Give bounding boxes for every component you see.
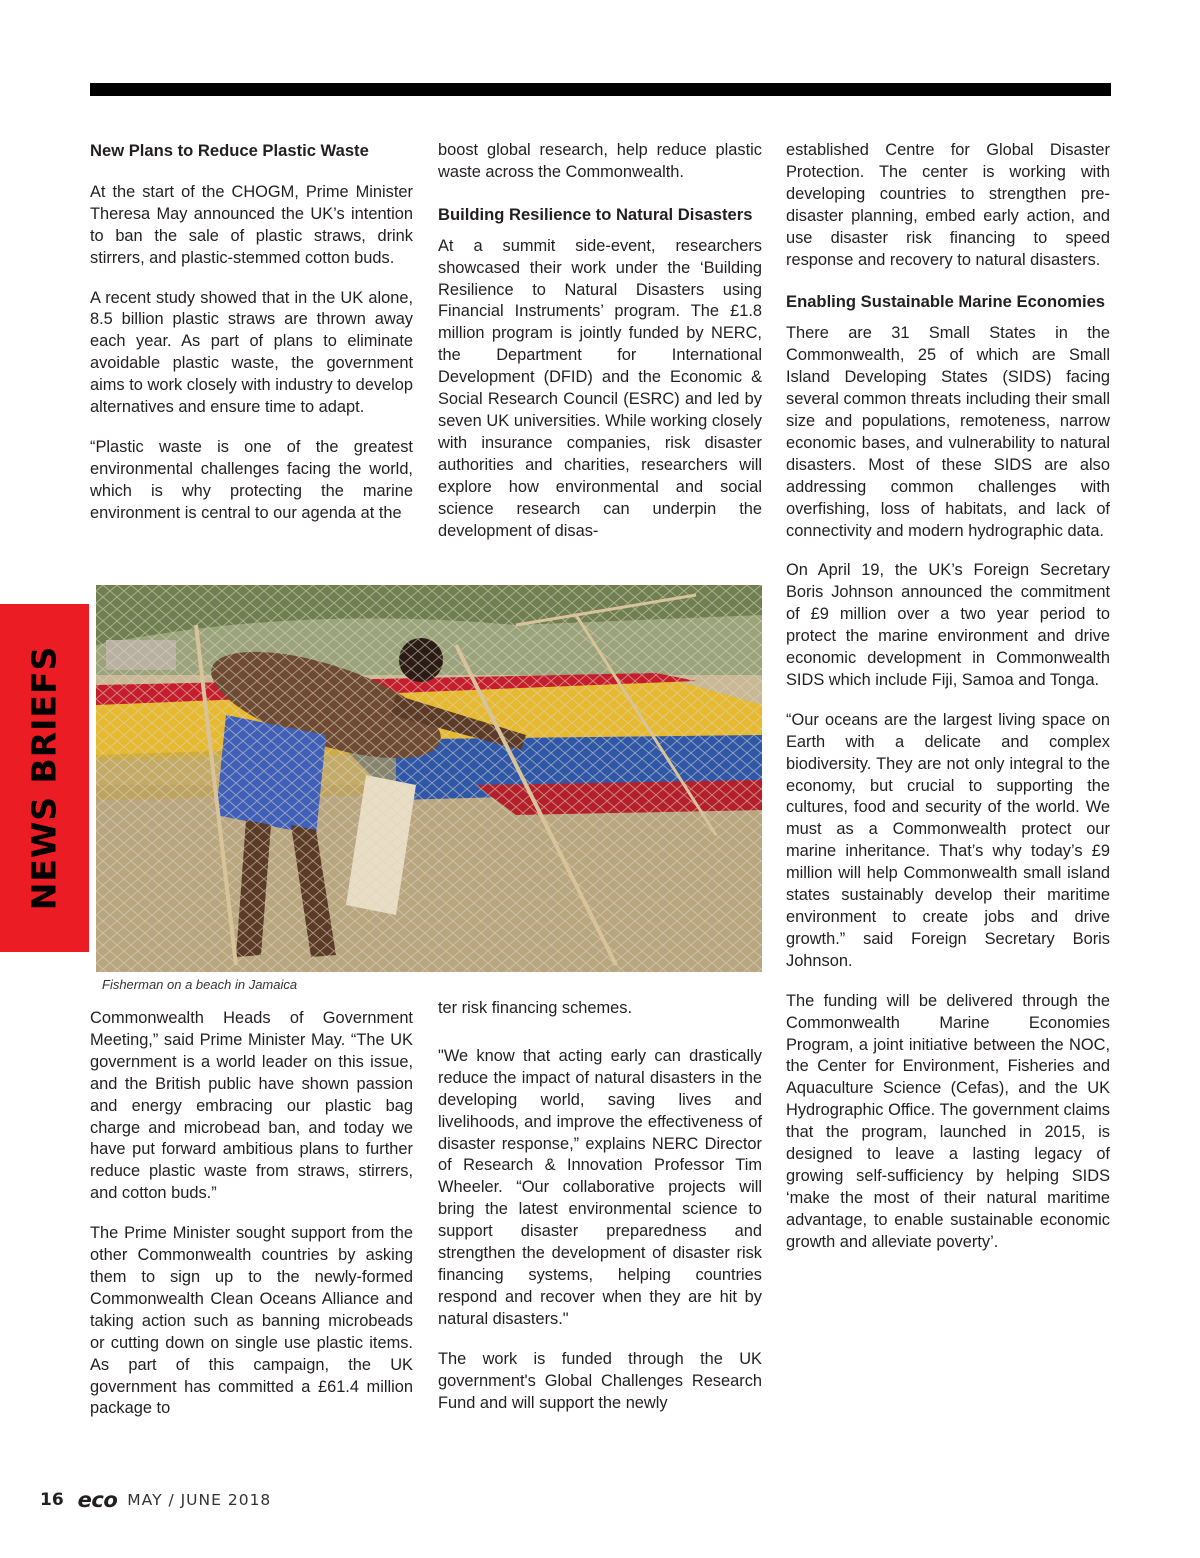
section-tab-label: NEWS BRIEFS xyxy=(24,645,64,911)
column-1-top xyxy=(90,140,413,543)
section-tab xyxy=(0,604,89,952)
column-2-bottom xyxy=(438,998,762,1432)
column-3 xyxy=(786,140,1110,1272)
page-number: 16 xyxy=(40,1490,64,1510)
column-2-top xyxy=(438,140,762,560)
paragraph: There are 31 Small States in the Commonwealth, 25 of which are Small Island Developing States (SIDS) facing several common threats including their small size and populations, remoteness, narrow economic bases, and vulnerability to natural disasters. Most of these SIDS are also addressing common challenges with overfishing, loss of habitats, and lack of connectivity and modern hydrographic data. xyxy=(786,324,1110,540)
paragraph: boost global research, help reduce plastic waste across the Commonwealth. xyxy=(438,141,762,181)
fisherman-photo-illustration xyxy=(96,585,762,972)
issue-date: MAY / JUNE 2018 xyxy=(127,1491,272,1509)
column-1-bottom xyxy=(90,1008,413,1438)
paragraph: Commonwealth Heads of Government Meeting,” said Prime Minister May. “The UK government is a world leader on this issue, and the British public have shown passion and energy embracing our plastic bag charge and microbead ban, and today we have put forward ambitious plans to further reduce plastic waste from straws, stirrers, and cotton buds.” xyxy=(90,1009,413,1203)
fisherman-photo xyxy=(96,585,762,972)
paragraph: established Centre for Global Disaster Protection. The center is working with developing countries to strengthen pre-disaster planning, embed early action, and use disaster risk financing to speed response and recovery to natural disasters. xyxy=(786,141,1110,269)
paragraph: At the start of the CHOGM, Prime Minister Theresa May announced the UK’s intention to ban the sale of plastic straws, drink stirrers, and plastic-stemmed cotton buds. xyxy=(90,182,413,267)
photo-caption: Fisherman on a beach in Jamaica xyxy=(102,977,298,992)
top-rule xyxy=(90,83,1111,96)
paragraph: The funding will be delivered through the Commonwealth Marine Economies Program, a joint initiative between the NOC, the Center for Environment, Fisheries and Aquaculture Science (Cefas), and the UK Hydrographic Office. The government claims that the program, launched in 2015, is designed to leave a lasting legacy of growing self-sufficiency by helping SIDS ‘make the most of their natural maritime advantage, to enable sustainable economic growth and alleviate poverty’. xyxy=(786,991,1110,1251)
paragraph: “Our oceans are the largest living space on Earth with a delicate and complex biodiversity. They are not only integral to the economy, but crucial to supporting the cultures, food and security of the world. We must as a Commonwealth protect our marine inheritance. That’s why today’s £9 million will help Commonwealth small island states sustainably develop their maritime environment to create jobs and drive growth.” said Foreign Secretary Boris Johnson. xyxy=(786,710,1110,970)
paragraph: On April 19, the UK’s Foreign Secretary Boris Johnson announced the commitment of £9 million over a two year period to protect the marine environment and drive economic development in Commonwealth SIDS which include Fiji, Samoa and Tonga. xyxy=(786,561,1110,689)
article-heading-resilience: Building Resilience to Natural Disasters xyxy=(438,204,753,224)
article-heading-marine: Enabling Sustainable Marine Economies xyxy=(786,292,1106,312)
paragraph: The Prime Minister sought support from the other Commonwealth countries by asking them to sign up to the newly-formed Commonwealth Clean Oceans Alliance and taking action such as banning microbeads or cutting down on single use plastic items. As part of this campaign, the UK government has committed a £61.4 million package to xyxy=(90,1224,413,1418)
paragraph: ter risk financing schemes. xyxy=(438,999,633,1017)
paragraph: At a summit side-event, researchers showcased their work under the ‘Building Resilience to Natural Disasters using Financial Instruments’ program. The £1.8 million program is jointly funded by NERC, the Department for International Development (DFID) and the Economic & Social Research Council (ESRC) and led by seven UK universities. While working closely with insurance companies, risk disaster authorities and charities, researchers will explore how environmental and social science research can underpin the development of disas- xyxy=(438,236,762,540)
paragraph: The work is funded through the UK government's Global Challenges Research Fund and will support the newly xyxy=(438,1349,762,1412)
page-footer xyxy=(40,1488,271,1512)
paragraph: "We know that acting early can drastically reduce the impact of natural disasters in the developing world, saving lives and livelihoods, and improve the effectiveness of disaster response,” explains NERC Director of Research & Innovation Professor Tim Wheeler. “Our collaborative projects will bring the latest environmental science to support disaster preparedness and strengthen the development of disaster risk financing systems, helping countries respond and recover when they are hit by natural disasters." xyxy=(438,1046,762,1328)
article-heading-plastic: New Plans to Reduce Plastic Waste xyxy=(90,141,369,160)
paragraph: “Plastic waste is one of the greatest environmental challenges facing the world, which is why protecting the marine environment is central to our agenda at the xyxy=(90,437,413,522)
paragraph: A recent study showed that in the UK alone, 8.5 billion plastic straws are thrown away each year. As part of plans to eliminate avoidable plastic waste, the government aims to work closely with industry to develop alternatives and ensure time to adapt. xyxy=(90,288,413,417)
magazine-logo: eco xyxy=(77,1488,118,1512)
